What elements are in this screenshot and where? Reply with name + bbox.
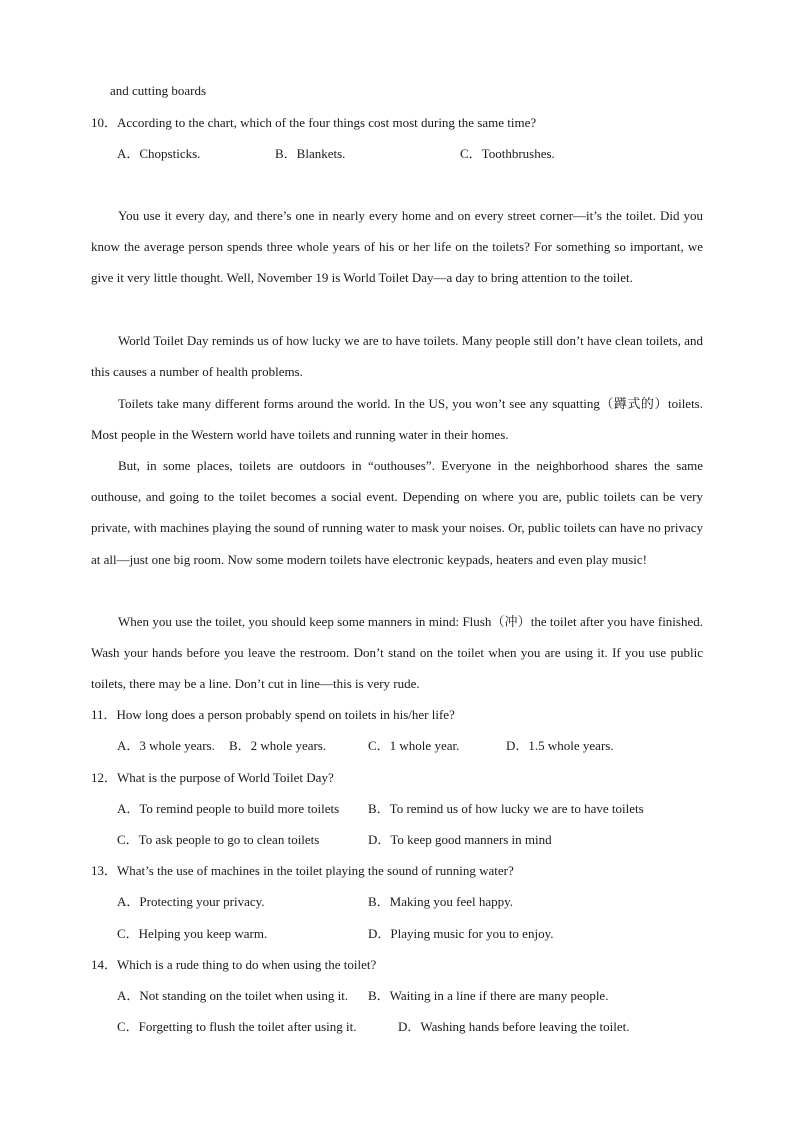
question-14-stem: 14．Which is a rude thing to do when using the toilet? <box>91 957 377 972</box>
passage-paragraph-2 <box>91 325 703 387</box>
question-12-option-a: A．To remind people to build more toilets <box>117 801 340 816</box>
question-10-option-b: B．Blankets. <box>275 146 346 161</box>
question-11-option-d: D．1.5 whole years. <box>506 738 614 753</box>
question-10-option-a: A．Chopsticks. <box>117 146 201 161</box>
continued-option-text: and cutting boards <box>110 83 207 98</box>
passage-paragraph-4 <box>91 450 703 575</box>
passage-paragraph-5 <box>91 606 703 700</box>
passage-paragraph-5-text: When you use the toilet, you should keep some manners in mind: Flush（冲）the toilet after you have finished. Wash your hands before you leave the restroom. Don’t stand on the toilet when you are using it. If you use public toilets, there may be a line. Don’t cut in line—this is very rude. <box>91 614 703 692</box>
question-11-option-c: C．1 whole year. <box>368 738 460 753</box>
question-14-option-a: A．Not standing on the toilet when using it. <box>117 988 349 1003</box>
question-14-option-c: C．Forgetting to flush the toilet after using it. <box>117 1019 357 1034</box>
question-13-stem: 13．What’s the use of machines in the toilet playing the sound of running water? <box>91 863 514 878</box>
passage-paragraph-3-text: Toilets take many different forms around the world. In the US, you won’t see any squatting（蹲式的）toilets. Most people in the Western world have toilets and running water in their homes. <box>91 396 703 443</box>
passage-paragraph-1-text: You use it every day, and there’s one in nearly every home and on every street corner—it’s the toilet. Did you know the average person spends three whole years of his or her life on the toilets? For something so important, we give it very little thought. Well, November 19 is World Toilet Day—a day to bring attention to the toilet. <box>91 208 703 286</box>
question-13-option-d: D．Playing music for you to enjoy. <box>368 926 554 941</box>
question-14-option-d: D．Washing hands before leaving the toilet. <box>398 1019 630 1034</box>
passage-paragraph-2-text: World Toilet Day reminds us of how lucky we are to have toilets. Many people still don’t have clean toilets, and this causes a number of health problems. <box>91 333 703 380</box>
question-13-option-b: B．Making you feel happy. <box>368 894 514 909</box>
question-13-option-a: A．Protecting your privacy. <box>117 894 265 909</box>
question-11-stem: 11．How long does a person probably spend on toilets in his/her life? <box>91 707 455 722</box>
question-10-stem: 10．According to the chart, which of the four things cost most during the same time? <box>91 115 537 130</box>
passage-paragraph-1 <box>91 200 703 294</box>
passage-paragraph-3 <box>91 388 703 450</box>
question-12-stem: 12．What is the purpose of World Toilet Day? <box>91 770 334 785</box>
question-14-option-b: B．Waiting in a line if there are many people. <box>368 988 609 1003</box>
question-12-option-c: C．To ask people to go to clean toilets <box>117 832 320 847</box>
question-11-option-b: B．2 whole years. <box>229 738 327 753</box>
passage-paragraph-4-text: But, in some places, toilets are outdoors in “outhouses”. Everyone in the neighborhood shares the same outhouse, and going to the toilet becomes a social event. Depending on where you are, public toilets can be very private, with machines playing the sound of running water to mask your noises. Or, public toilets can have no privacy at all—just one big room. Now some modern toilets have electronic keypads, heaters and even play music! <box>91 458 703 567</box>
question-11-option-a: A．3 whole years. <box>117 738 215 753</box>
question-12-option-d: D．To keep good manners in mind <box>368 832 552 847</box>
question-10-option-c: C．Toothbrushes. <box>460 146 555 161</box>
question-13-option-c: C．Helping you keep warm. <box>117 926 268 941</box>
question-12-option-b: B．To remind us of how lucky we are to have toilets <box>368 801 644 816</box>
